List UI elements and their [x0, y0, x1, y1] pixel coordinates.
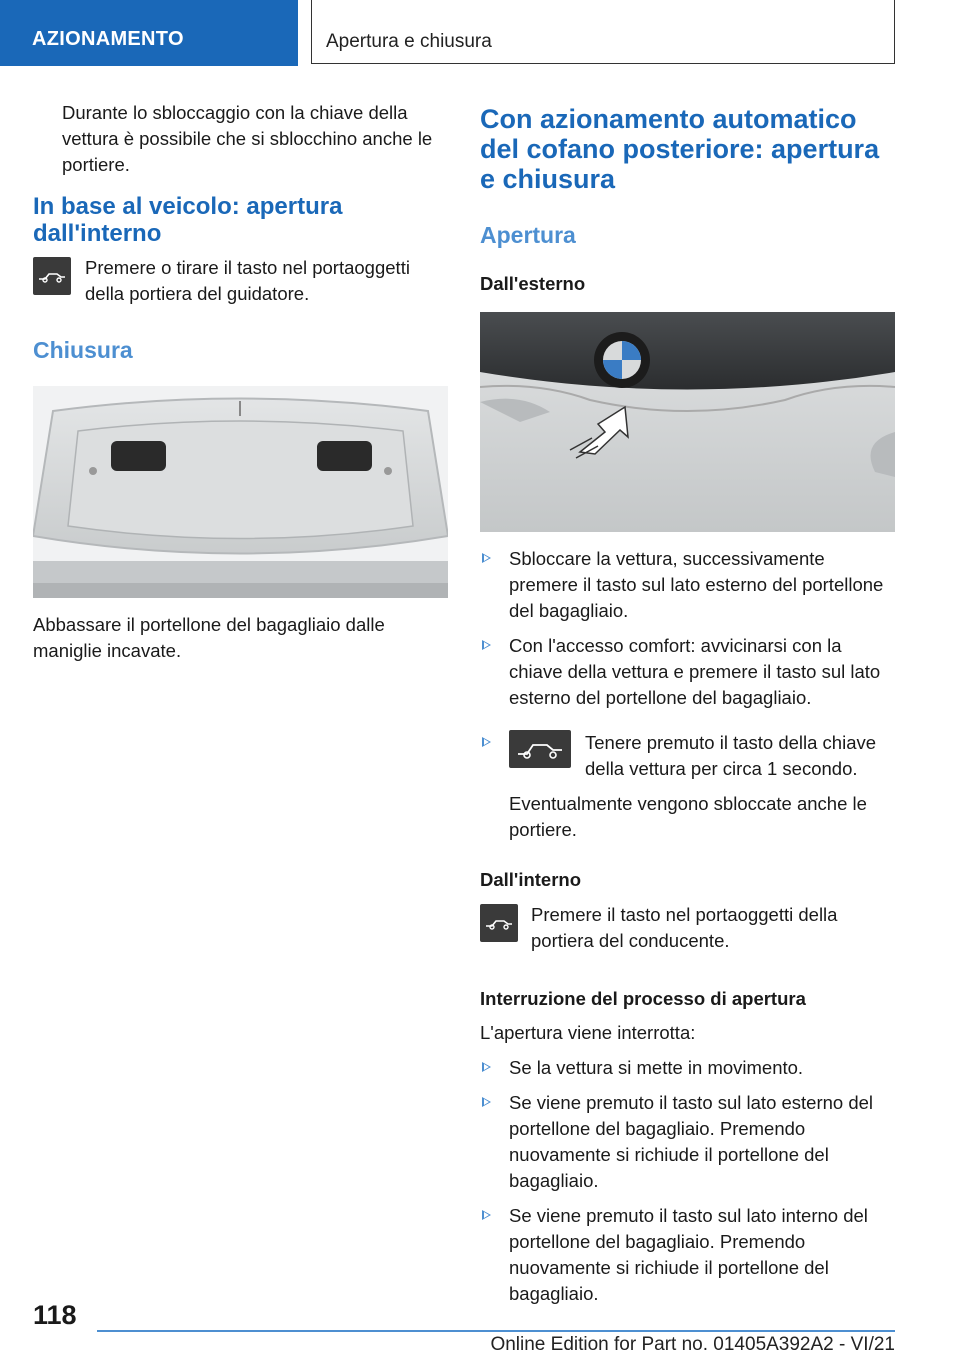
bullet-triangle-icon — [482, 1097, 491, 1107]
trunk-lid-photo — [33, 386, 448, 598]
right-column — [480, 100, 895, 1307]
car-trunk-icon — [480, 904, 518, 942]
chapter-title: Apertura e chiusura — [326, 31, 492, 52]
interrupt-bullet-list — [480, 1055, 895, 1307]
list-item — [480, 546, 895, 624]
section-tab — [0, 0, 298, 66]
list-item — [480, 1203, 895, 1307]
outside-bullet-list — [480, 546, 895, 843]
key-text: Tenere premuto il tasto della chiave della vettura per circa 1 secondo. — [585, 732, 877, 779]
bullet-text: Se viene premuto il tasto sul lato esterno del portellone del bagagliaio. Premendo nuovamente si richiude il portellone del bagagliaio. — [509, 1092, 874, 1191]
bullet-text: Se la vettura si mette in movimento. — [509, 1057, 804, 1078]
bullet-triangle-icon — [482, 640, 491, 650]
bullet-text: Sbloccare la vettura, successivamente premere il tasto sul lato esterno del portellone del bagagliaio. — [509, 548, 884, 621]
key-instruction — [509, 730, 895, 782]
interior-text: Premere o tirare il tasto nel portaoggetti della portiera del guidatore. — [85, 257, 410, 304]
key-note: Eventualmente vengono sbloccate anche le portiere. — [509, 793, 867, 840]
list-item — [480, 633, 895, 711]
inside-instruction — [480, 902, 895, 954]
bullet-text: Se viene premuto il tasto sul lato interno del portellone del bagagliaio. Premendo nuovamente si richiude il portellone del bagagliaio. — [509, 1205, 868, 1304]
bullet-triangle-icon — [482, 737, 491, 747]
sub-inside: Dall'interno — [480, 869, 582, 890]
close-text: Abbassare il portellone del bagagliaio dalle maniglie incavate. — [33, 614, 385, 661]
heading-close: Chiusura — [33, 337, 133, 363]
heading-auto-trunk: Con azionamento automatico del cofano posteriore: apertura e chiusura — [480, 104, 880, 194]
bullet-triangle-icon — [482, 1210, 491, 1220]
footer-edition: Online Edition for Part no. 01405A392A2 - VI/21 — [490, 1334, 895, 1355]
intro-text: Durante lo sbloccaggio con la chiave della vettura è possibile che si sblocchino anche le portiere. — [62, 102, 433, 175]
sub-interrupt: Interruzione del processo di apertura — [480, 988, 806, 1009]
left-column — [33, 100, 448, 664]
interior-instruction — [33, 255, 448, 307]
bullet-triangle-icon — [482, 1062, 491, 1072]
list-item — [480, 1055, 895, 1081]
car-trunk-icon — [33, 257, 71, 295]
section-label: AZIONAMENTO — [32, 28, 184, 50]
heading-open: Apertura — [480, 222, 576, 248]
bullet-text: Con l'accesso comfort: avvicinarsi con la chiave della vettura e premere il tasto sul lato esterno del portellone del bagagliaio. — [509, 635, 881, 708]
trunk-exterior-photo — [480, 312, 895, 532]
inside-text: Premere il tasto nel portaoggetti della portiera del conducente. — [531, 904, 838, 951]
sub-outside: Dall'esterno — [480, 273, 586, 294]
chapter-header — [311, 0, 895, 64]
key-trunk-icon — [509, 730, 571, 768]
bullet-triangle-icon — [482, 553, 491, 563]
footer-divider — [97, 1330, 895, 1332]
heading-interior-open: In base al veicolo: apertura dall'interno — [33, 193, 343, 247]
list-item — [480, 1090, 895, 1194]
interrupt-intro: L'apertura viene interrotta: — [480, 1022, 696, 1043]
page-number: 118 — [33, 1300, 77, 1330]
list-item — [480, 730, 895, 843]
